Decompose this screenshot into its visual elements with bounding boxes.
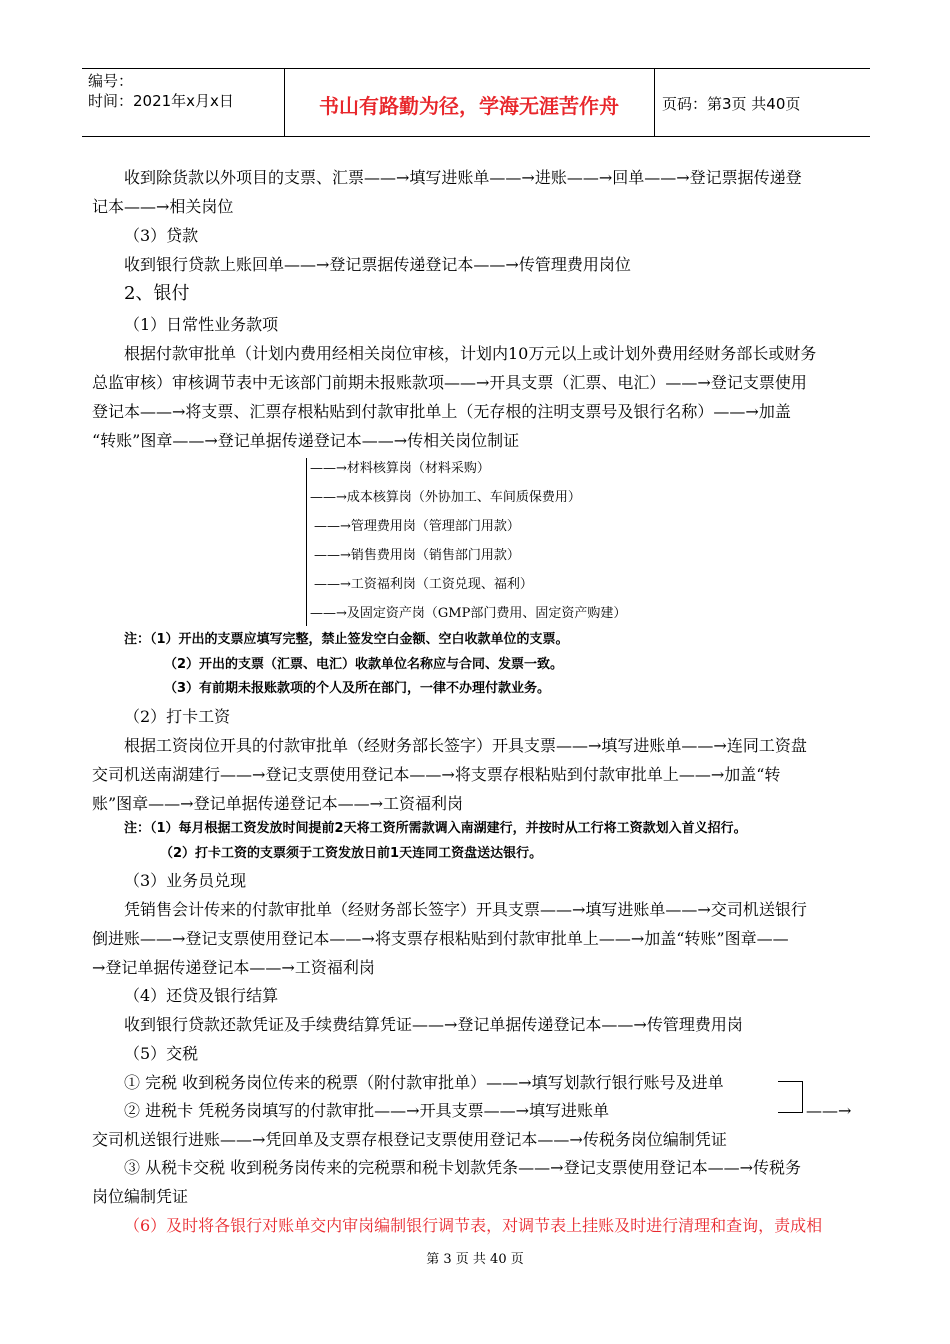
body-line: 账”图章——→登记单据传递登记本——→工资福利岗: [92, 794, 463, 813]
body-line: →登记单据传递登记本——→工资福利岗: [92, 958, 375, 977]
body-line: ② 进税卡 凭税务岗填写的付款审批——→开具支票——→填写进账单: [124, 1101, 609, 1120]
body-line: 倒进账——→登记支票使用登记本——→将支票存根粘贴到付款审批单上——→加盖“转账”图章——: [92, 929, 789, 948]
body-line: 收到银行贷款上账回单——→登记票据传递登记本——→传管理费用岗位: [124, 255, 631, 274]
page-number-label: 页码：第3页 共40页: [662, 95, 801, 113]
branch-item: ——→成本核算岗（外协加工、车间质保费用）: [310, 490, 581, 505]
section-heading: （3）贷款: [124, 226, 199, 245]
page-footer: 第 3 页 共 40 页: [426, 1252, 524, 1267]
note-line: （3）有前期未报账款项的个人及所在部门，一律不办理付款业务。: [164, 681, 551, 696]
body-line: ① 完税 收到税务岗位传来的税票（附付款审批单）——→填写划款行银行账号及进单: [124, 1073, 724, 1092]
body-line: “转账”图章——→登记单据传递登记本——→传相关岗位制证: [92, 431, 520, 450]
branch-bracket: [306, 458, 307, 626]
section-heading: 2、银付: [124, 283, 190, 304]
branch-item: ——→工资福利岗（工资兑现、福利）: [314, 577, 533, 592]
section-heading: （1）日常性业务款项: [124, 315, 279, 334]
body-line: ③ 从税卡交税 收到税务岗传来的完税票和税卡划款凭条——→登记支票使用登记本——→传税务: [124, 1158, 801, 1177]
header-top-rule: [82, 68, 870, 69]
note-line: 注：（1）每月根据工资发放时间提前2天将工资所需款调入南湖建行，并按时从工行将工资款划入首义招行。: [124, 821, 747, 836]
branch-item: ——→及固定资产岗（GMP部门费用、固定资产购建）: [310, 606, 627, 621]
section-heading: （4）还贷及银行结算: [124, 986, 279, 1005]
note-line: （2）开出的支票（汇票、电汇）收款单位名称应与合同、发票一致。: [164, 657, 564, 672]
brace-arrow: ——→: [806, 1101, 852, 1120]
body-line: 收到除货款以外项目的支票、汇票——→填写进账单——→进账——→回单——→登记票据传递登: [124, 168, 802, 187]
section-heading: （5）交税: [124, 1044, 199, 1063]
body-line: 岗位编制凭证: [92, 1187, 189, 1206]
body-line: 交司机送银行进账——→凭回单及支票存根登记支票使用登记本——→传税务岗位编制凭证: [92, 1130, 727, 1149]
body-line: 记本——→相关岗位: [92, 197, 234, 216]
body-line: 登记本——→将支票、汇票存根粘贴到付款审批单上（无存根的注明支票号及银行名称）——→加盖: [92, 402, 791, 421]
header-motto: 书山有路勤为径，学海无涯苦作舟: [319, 94, 619, 118]
header-bottom-rule: [82, 136, 870, 137]
body-line: 根据工资岗位开具的付款审批单（经财务部长签字）开具支票——→填写进账单——→连同工资盘: [124, 736, 807, 755]
body-line: 根据付款审批单（计划内费用经相关岗位审核，计划内10万元以上或计划外费用经财务部长或财务: [124, 344, 817, 363]
tax-brace: [778, 1081, 803, 1113]
body-line: 交司机送南湖建行——→登记支票使用登记本——→将支票存根粘贴到付款审批单上——→加盖“转: [92, 765, 781, 784]
header-divider-right: [654, 68, 655, 136]
branch-item: ——→管理费用岗（管理部门用款）: [314, 519, 520, 534]
note-line: （2）打卡工资的支票须于工资发放日前1天连同工资盘送达银行。: [160, 846, 543, 861]
body-line: 凭销售会计传来的付款审批单（经财务部长签字）开具支票——→填写进账单——→交司机送银行: [124, 900, 807, 919]
branch-item: ——→材料核算岗（材料采购）: [310, 461, 490, 476]
doc-number-label: 编号：: [88, 72, 134, 90]
body-line: 收到银行贷款还款凭证及手续费结算凭证——→登记单据传递登记本——→传管理费用岗: [124, 1015, 743, 1034]
branch-item: ——→销售费用岗（销售部门用款）: [314, 548, 520, 563]
body-line: 总监审核）审核调节表中无该部门前期未报账款项——→开具支票（汇票、电汇）——→登记支票使用: [92, 373, 807, 392]
doc-time-label: 时间：2021年x月x日: [88, 92, 234, 110]
note-line: 注：（1）开出的支票应填写完整，禁止签发空白金额、空白收款单位的支票。: [124, 632, 569, 647]
section-heading: （2）打卡工资: [124, 707, 231, 726]
section-heading: （3）业务员兑现: [124, 871, 247, 890]
highlight-line: （6）及时将各银行对账单交内审岗编制银行调节表，对调节表上挂账及时进行清理和查询，责成相: [124, 1216, 823, 1235]
